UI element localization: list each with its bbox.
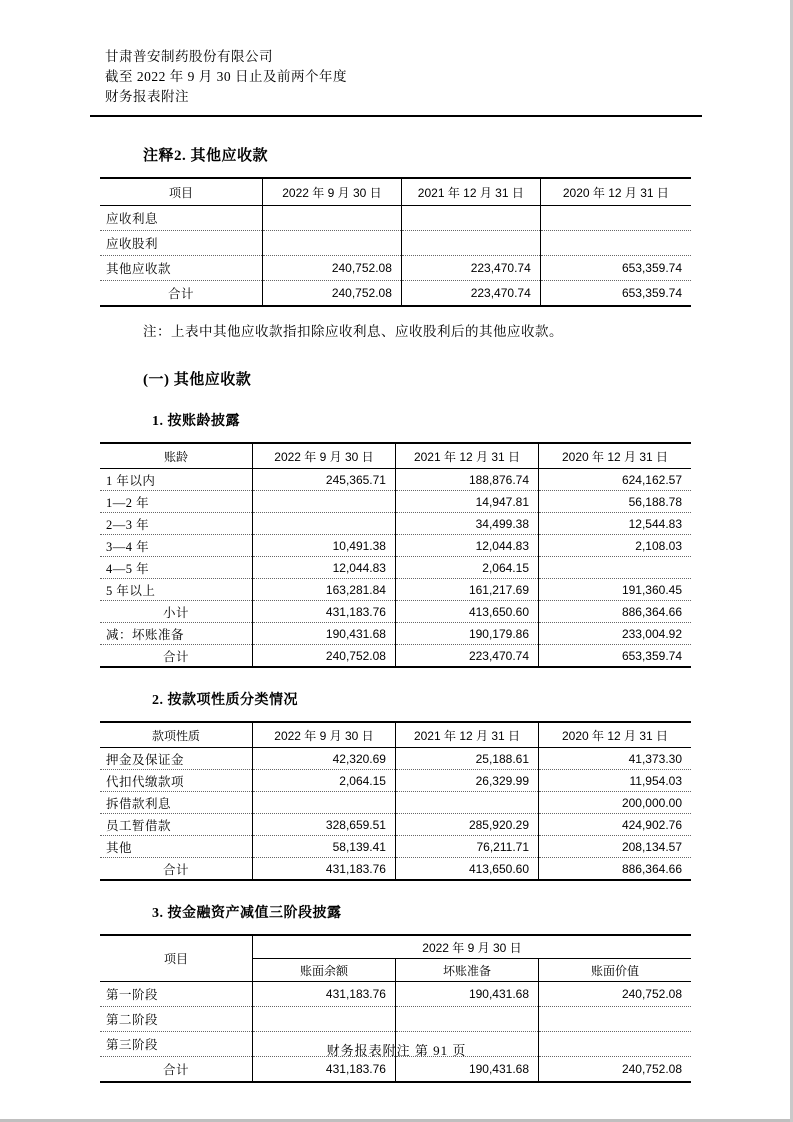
document-type: 财务报表附注 — [105, 89, 189, 104]
row-label: 合计 — [100, 858, 252, 881]
row-label: 合计 — [100, 645, 252, 668]
value-cell: 42,320.69 — [252, 748, 395, 770]
summary-table-body — [100, 206, 691, 307]
stage-corner-header: 项目 — [100, 935, 252, 982]
document-header — [105, 0, 793, 107]
row-label: 减：坏账准备 — [100, 623, 252, 645]
row-label: 小计 — [100, 601, 252, 623]
table-row — [100, 513, 691, 535]
value-cell: 190,431.68 — [395, 1057, 538, 1083]
value-cell — [252, 513, 395, 535]
column-header-bad-debt-provision: 坏账准备 — [395, 959, 538, 982]
column-header: 款项性质 — [100, 722, 252, 748]
value-cell: 413,650.60 — [395, 858, 538, 881]
value-cell — [252, 491, 395, 513]
table-row — [100, 982, 691, 1007]
value-cell — [401, 231, 540, 256]
table-row — [100, 231, 691, 256]
value-cell — [252, 1007, 395, 1032]
subsection-title-nature: 2. 按款项性质分类情况 — [152, 693, 298, 708]
stage-header-row-1 — [100, 935, 691, 959]
subsection-title-aging: 1. 按账龄披露 — [152, 414, 240, 429]
aging-table — [100, 442, 691, 668]
row-label: 其他 — [100, 836, 252, 858]
nature-table — [100, 721, 691, 881]
value-cell: 653,359.74 — [540, 281, 691, 307]
value-cell — [263, 231, 402, 256]
row-label: 5 年以上 — [100, 579, 252, 601]
column-header: 2022 年 9 月 30 日 — [252, 722, 395, 748]
row-label: 3—4 年 — [100, 535, 252, 557]
value-cell: 240,752.08 — [539, 1057, 692, 1083]
nature-table-head — [100, 722, 691, 748]
value-cell — [540, 231, 691, 256]
value-cell: 653,359.74 — [540, 256, 691, 281]
table-row — [100, 256, 691, 281]
value-cell: 76,211.71 — [395, 836, 538, 858]
value-cell — [540, 206, 691, 231]
value-cell — [252, 792, 395, 814]
table-row — [100, 770, 691, 792]
table-row — [100, 281, 691, 307]
value-cell: 240,752.08 — [263, 281, 402, 307]
subsection-title-stage: 3. 按金融资产减值三阶段披露 — [152, 906, 342, 921]
row-label: 员工暂借款 — [100, 814, 252, 836]
column-header: 2022 年 9 月 30 日 — [263, 178, 402, 206]
stage-table-body — [100, 982, 691, 1083]
value-cell: 431,183.76 — [252, 982, 395, 1007]
value-cell: 25,188.61 — [395, 748, 538, 770]
row-label: 应收股利 — [100, 231, 263, 256]
value-cell — [539, 1007, 692, 1032]
value-cell: 624,162.57 — [539, 469, 692, 491]
row-label: 拆借款利息 — [100, 792, 252, 814]
stage-period-header: 2022 年 9 月 30 日 — [252, 935, 691, 959]
table-row — [100, 858, 691, 881]
stage-table — [100, 934, 691, 1083]
value-cell: 653,359.74 — [539, 645, 692, 668]
value-cell: 431,183.76 — [252, 1057, 395, 1083]
column-header: 2021 年 12 月 31 日 — [395, 722, 538, 748]
value-cell: 190,431.68 — [395, 982, 538, 1007]
value-cell: 223,470.74 — [395, 645, 538, 668]
value-cell — [401, 206, 540, 231]
column-header: 2021 年 12 月 31 日 — [395, 443, 538, 469]
column-header: 2022 年 9 月 30 日 — [252, 443, 395, 469]
row-label: 押金及保证金 — [100, 748, 252, 770]
summary-table-head — [100, 178, 691, 206]
table-row — [100, 748, 691, 770]
table-row — [100, 792, 691, 814]
column-header: 2020 年 12 月 31 日 — [539, 722, 692, 748]
value-cell: 10,491.38 — [252, 535, 395, 557]
value-cell: 11,954.03 — [539, 770, 692, 792]
value-cell: 12,544.83 — [539, 513, 692, 535]
value-cell — [539, 557, 692, 579]
value-cell: 58,139.41 — [252, 836, 395, 858]
value-cell: 191,360.45 — [539, 579, 692, 601]
value-cell: 200,000.00 — [539, 792, 692, 814]
table-row — [100, 814, 691, 836]
value-cell: 12,044.83 — [252, 557, 395, 579]
row-label: 其他应收款 — [100, 256, 263, 281]
value-cell: 163,281.84 — [252, 579, 395, 601]
report-period: 截至 2022 年 9 月 30 日止及前两个年度 — [105, 69, 347, 84]
table-row — [100, 491, 691, 513]
value-cell: 233,004.92 — [539, 623, 692, 645]
column-header: 项目 — [100, 178, 263, 206]
table-header-row — [100, 443, 691, 469]
section-title-other-receivables: (一) 其他应收款 — [143, 372, 252, 388]
table-row — [100, 1007, 691, 1032]
column-header-carrying-value: 账面价值 — [539, 959, 692, 982]
table-row — [100, 645, 691, 668]
summary-table — [100, 177, 691, 307]
value-cell: 190,179.86 — [395, 623, 538, 645]
value-cell: 431,183.76 — [252, 858, 395, 881]
column-header: 2020 年 12 月 31 日 — [540, 178, 691, 206]
table-row — [100, 557, 691, 579]
column-header-book-balance: 账面余额 — [252, 959, 395, 982]
value-cell: 886,364.66 — [539, 858, 692, 881]
header-divider — [90, 115, 702, 117]
value-cell: 886,364.66 — [539, 601, 692, 623]
value-cell: 223,470.74 — [401, 256, 540, 281]
value-cell — [395, 792, 538, 814]
value-cell: 2,064.15 — [395, 557, 538, 579]
value-cell: 12,044.83 — [395, 535, 538, 557]
stage-table-head — [100, 935, 691, 982]
row-label: 应收利息 — [100, 206, 263, 231]
value-cell: 240,752.08 — [263, 256, 402, 281]
row-label: 2—3 年 — [100, 513, 252, 535]
column-header: 账龄 — [100, 443, 252, 469]
row-label: 代扣代缴款项 — [100, 770, 252, 792]
table-header-row — [100, 722, 691, 748]
value-cell: 285,920.29 — [395, 814, 538, 836]
row-label: 第一阶段 — [100, 982, 252, 1007]
value-cell: 413,650.60 — [395, 601, 538, 623]
table-row — [100, 206, 691, 231]
aging-table-body — [100, 469, 691, 668]
table-row — [100, 469, 691, 491]
value-cell: 328,659.51 — [252, 814, 395, 836]
value-cell: 26,329.99 — [395, 770, 538, 792]
company-name: 甘肃普安制药股份有限公司 — [105, 49, 273, 64]
value-cell: 2,108.03 — [539, 535, 692, 557]
value-cell: 34,499.38 — [395, 513, 538, 535]
page-footer: 财务报表附注 第 91 页 — [326, 1043, 467, 1058]
row-label: 第二阶段 — [100, 1007, 252, 1032]
value-cell: 2,064.15 — [252, 770, 395, 792]
table-header-row — [100, 178, 691, 206]
row-label: 1 年以内 — [100, 469, 252, 491]
nature-table-body — [100, 748, 691, 881]
value-cell: 41,373.30 — [539, 748, 692, 770]
value-cell — [263, 206, 402, 231]
value-cell: 161,217.69 — [395, 579, 538, 601]
table-row — [100, 535, 691, 557]
value-cell: 240,752.08 — [252, 645, 395, 668]
table-row — [100, 623, 691, 645]
row-label: 合计 — [100, 1057, 252, 1083]
table-row — [100, 579, 691, 601]
row-label: 第三阶段 — [100, 1032, 252, 1057]
value-cell — [395, 1007, 538, 1032]
value-cell: 14,947.81 — [395, 491, 538, 513]
table-row — [100, 1057, 691, 1083]
value-cell: 240,752.08 — [539, 982, 692, 1007]
value-cell: 245,365.71 — [252, 469, 395, 491]
row-label: 合计 — [100, 281, 263, 307]
value-cell: 56,188.78 — [539, 491, 692, 513]
value-cell: 431,183.76 — [252, 601, 395, 623]
column-header: 2021 年 12 月 31 日 — [401, 178, 540, 206]
value-cell: 188,876.74 — [395, 469, 538, 491]
note-title: 注释2. 其他应收款 — [143, 148, 269, 164]
note-remark: 注：上表中其他应收款指扣除应收利息、应收股利后的其他应收款。 — [143, 324, 563, 339]
value-cell: 190,431.68 — [252, 623, 395, 645]
row-label: 4—5 年 — [100, 557, 252, 579]
aging-table-head — [100, 443, 691, 469]
value-cell: 424,902.76 — [539, 814, 692, 836]
column-header: 2020 年 12 月 31 日 — [539, 443, 692, 469]
row-label: 1—2 年 — [100, 491, 252, 513]
value-cell: 208,134.57 — [539, 836, 692, 858]
table-row — [100, 601, 691, 623]
value-cell: 223,470.74 — [401, 281, 540, 307]
table-row — [100, 836, 691, 858]
